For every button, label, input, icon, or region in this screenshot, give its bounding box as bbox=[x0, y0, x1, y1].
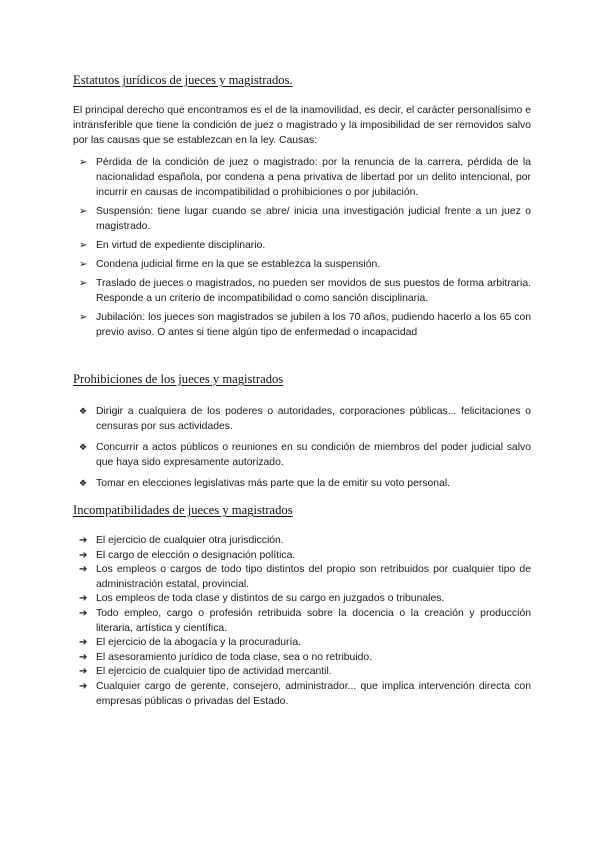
arrow-bullet-icon: ➔ bbox=[79, 680, 88, 692]
arrow-bullet-icon: ➔ bbox=[79, 666, 88, 678]
list-item: ➔ El ejercicio de la abogacía y la procuraduría. bbox=[79, 636, 531, 651]
list-item: ➔ El asesoramiento jurídico de toda clase, sea o no retribuido. bbox=[79, 651, 531, 666]
list-item: ➢ Jubilación: los jueces son magistrados se jubilen a los 70 años, pudiendo hacerlo a los 65 con previo aviso. O antes si tiene algún tipo de enfermedad o incapacidad bbox=[79, 312, 531, 338]
list-item: ➔ Cualquier cargo de gerente, consejero, administrador... que implica intervención directa con empresas públicas o privadas del Estado. bbox=[79, 680, 531, 707]
list-item: ➔ El cargo de elección o designación política. bbox=[79, 549, 531, 564]
list-item: ➢ Pérdida de la condición de juez o magistrado: por la renuncia de la carrera, pérdida de la nacionalidad española, por condena a pena privativa de libertad por un delito intencional, por incurrir en causas de incompatibilidad o prohibiciones o por jubilación. bbox=[79, 157, 531, 198]
arrowhead-bullet-icon: ➢ bbox=[79, 157, 88, 168]
list-item: ➔ Los empleos o cargos de todo tipo distintos del propio son retribuidos por cualquier tipo de administración estatal, provincial. bbox=[79, 564, 531, 590]
diamond-bullet-icon: ❖ bbox=[79, 406, 88, 416]
arrowhead-bullet-icon: ➢ bbox=[79, 240, 88, 251]
list-item: ➔ El ejercicio de cualquier tipo de actividad mercantil. bbox=[79, 665, 531, 680]
list-item: ➢ Suspensión: tiene lugar cuando se abre/ inicia una investigación judicial frente a un juez o magistrado. bbox=[79, 206, 531, 232]
section-heading-estatutos: Estatutos jurídicos de jueces y magistrados. bbox=[73, 73, 293, 87]
list-item: ❖ Concurrir a actos públicos o reuniones en su condición de miembros del poder judicial salvo que haya sido expresamente autorizado. bbox=[79, 442, 531, 468]
arrowhead-bullet-icon: ➢ bbox=[79, 278, 88, 289]
list-item: ➔ Todo empleo, cargo o profesión retribuida sobre la docencia o la creación y producción literaria, artística y científica. bbox=[79, 607, 531, 634]
arrowhead-bullet-icon: ➢ bbox=[79, 312, 88, 323]
causes-list bbox=[79, 155, 531, 344]
list-item: ➔ El ejercicio de cualquier otra jurisdicción. bbox=[79, 534, 531, 549]
arrowhead-bullet-icon: ➢ bbox=[79, 206, 88, 217]
list-item: ➔ Los empleos de toda clase y distintos de su cargo en juzgados o tribunales. bbox=[79, 592, 531, 607]
arrow-bullet-icon: ➔ bbox=[79, 535, 88, 546]
incompatibilities-list bbox=[79, 534, 531, 709]
diamond-bullet-icon: ❖ bbox=[79, 442, 88, 452]
list-item: ➢ Traslado de jueces o magistrados, no pueden ser movidos de sus puestos de forma arbitraria. Responde a un criterio de incompatibilidad o como sanción disciplinaria. bbox=[79, 278, 531, 304]
list-item: ➢ En virtud de expediente disciplinario. bbox=[79, 240, 266, 251]
arrow-bullet-icon: ➔ bbox=[79, 593, 88, 605]
arrow-bullet-icon: ➔ bbox=[79, 607, 88, 619]
arrow-bullet-icon: ➔ bbox=[79, 549, 88, 561]
list-item: ❖ Tomar en elecciones legislativas más parte que la de emitir su voto personal. bbox=[79, 478, 451, 489]
arrow-bullet-icon: ➔ bbox=[79, 564, 88, 576]
arrow-bullet-icon: ➔ bbox=[79, 651, 88, 663]
intro-paragraph: El principal derecho que encontramos es el de la inamovilidad, es decir, el carácter personalísimo e intransferible que tiene la condición de juez o magistrado y la imposibilidad de ser removidos salvo por las causas que se establezcan en la ley. Causas: bbox=[73, 105, 531, 146]
section-heading-prohibiciones: Prohibiciones de los jueces y magistrados bbox=[73, 372, 284, 386]
arrowhead-bullet-icon: ➢ bbox=[79, 259, 88, 270]
list-item: ➢ Condena judicial firme en la que se establezca la suspensión. bbox=[79, 259, 381, 270]
section-heading-incompatibilidades: Incompatibilidades de jueces y magistrados bbox=[73, 503, 293, 517]
arrow-bullet-icon: ➔ bbox=[79, 637, 88, 649]
list-item: ❖ Dirigir a cualquiera de los poderes o autoridades, corporaciones públicas... felicitaciones o censuras por sus actividades. bbox=[79, 406, 531, 432]
prohibitions-list bbox=[79, 404, 531, 497]
diamond-bullet-icon: ❖ bbox=[79, 478, 88, 488]
